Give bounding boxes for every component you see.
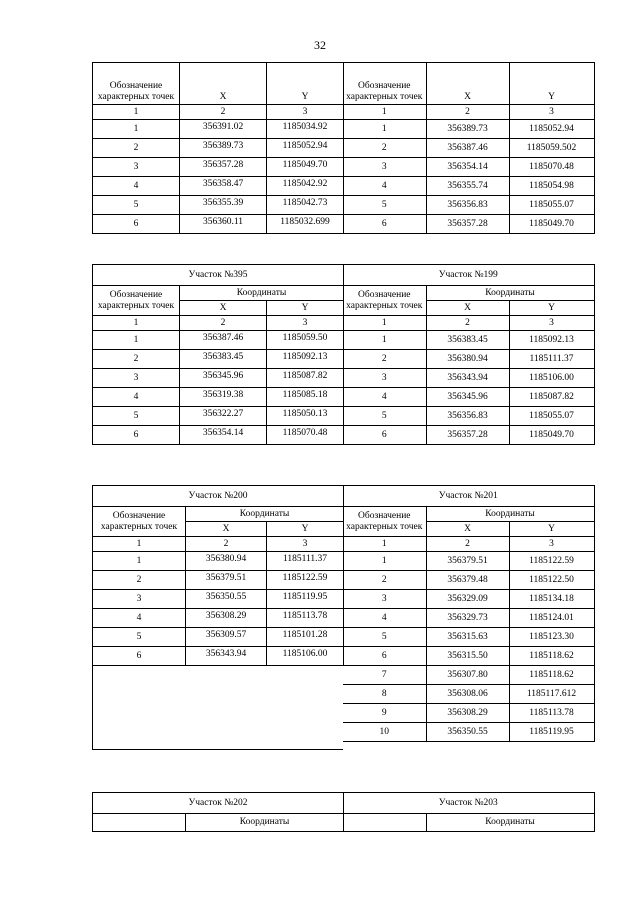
y-cell: 1185119.95 (509, 723, 594, 742)
x-cell: 356356.83 (426, 196, 509, 215)
table-row (93, 426, 344, 445)
point-header: Обозначение характерных точек (343, 507, 426, 537)
x-cell: 356322.27 (180, 407, 267, 426)
y-cell: 1185059.50 (267, 331, 344, 350)
point-id-cell: 1 (343, 120, 426, 139)
table-row (343, 120, 594, 139)
y-cell: 1185118.62 (509, 666, 594, 685)
point-id-cell: 9 (343, 704, 426, 723)
y-cell: 1185055.07 (509, 196, 594, 215)
x-cell: 356355.74 (426, 177, 509, 196)
table-row (93, 590, 344, 609)
y-cell: 1185042.92 (267, 177, 344, 196)
table-row (343, 723, 594, 742)
col-num: 2 (186, 537, 267, 552)
x-cell: 356350.55 (186, 590, 267, 609)
coords-header: Координаты (186, 507, 344, 522)
x-cell: 356350.55 (426, 723, 509, 742)
x-cell: 356345.96 (426, 388, 509, 407)
table-row (343, 388, 594, 407)
table-row (93, 571, 344, 590)
table-row (343, 177, 594, 196)
coords-header: Координаты (426, 814, 594, 832)
point-id-cell: 3 (343, 590, 426, 609)
x-cell: 356360.11 (180, 215, 267, 234)
table-row (343, 647, 594, 666)
table-row (93, 369, 344, 388)
x-cell: 356357.28 (180, 158, 267, 177)
plot-title: Участок №199 (343, 265, 594, 286)
y-cell: 1185050.13 (267, 407, 344, 426)
y-cell: 1185124.01 (509, 609, 594, 628)
col-num: 2 (426, 316, 509, 331)
x-cell: 356357.28 (426, 426, 509, 445)
x-cell: 356308.29 (186, 609, 267, 628)
table-row (343, 704, 594, 723)
col-num: 3 (509, 537, 594, 552)
plot-201-table (343, 485, 594, 750)
point-id-cell: 3 (93, 369, 180, 388)
y-cell: 1185042.73 (267, 196, 344, 215)
x-cell: 356355.39 (180, 196, 267, 215)
y-cell: 1185106.00 (267, 647, 344, 666)
table-row (93, 215, 344, 234)
x-cell: 356343.94 (186, 647, 267, 666)
y-cell: 1185092.13 (267, 350, 344, 369)
point-id-cell: 2 (93, 350, 180, 369)
point-id-cell: 5 (93, 407, 180, 426)
point-id-cell: 2 (343, 571, 426, 590)
table-row (93, 177, 344, 196)
table-row (343, 196, 594, 215)
x-cell: 356380.94 (426, 350, 509, 369)
y-cell: 1185085.18 (267, 388, 344, 407)
col-num: 2 (180, 316, 267, 331)
table-row (343, 628, 594, 647)
y-cell: 1185087.82 (267, 369, 344, 388)
plot-202-table (92, 792, 343, 832)
point-id-cell: 1 (343, 552, 426, 571)
col-num: 1 (343, 537, 426, 552)
x-cell: 356379.51 (186, 571, 267, 590)
table-row (343, 331, 594, 350)
y-cell: 1185119.95 (267, 590, 344, 609)
col-num: 2 (426, 537, 509, 552)
x-header: X (186, 522, 267, 537)
y-cell: 1185070.48 (509, 158, 594, 177)
x-header: X (180, 301, 267, 316)
table-row (93, 647, 344, 666)
point-id-cell: 8 (343, 685, 426, 704)
block1-left-table (92, 62, 343, 234)
table-row (343, 666, 594, 685)
y-cell: 1185111.37 (267, 552, 344, 571)
y-cell: 1185055.07 (509, 407, 594, 426)
col-num: 2 (180, 105, 267, 120)
point-id-cell: 4 (93, 609, 186, 628)
table-row (343, 426, 594, 445)
table-row (93, 196, 344, 215)
plot-title: Участок №200 (93, 486, 344, 507)
point-id-cell: 6 (343, 426, 426, 445)
y-cell: 1185034.92 (267, 120, 344, 139)
coords-block-4 (92, 792, 594, 832)
table-row (93, 552, 344, 571)
x-cell: 356389.73 (180, 139, 267, 158)
y-cell: 1185070.48 (267, 426, 344, 445)
col-num: 1 (93, 316, 180, 331)
x-cell: 356345.96 (180, 369, 267, 388)
col-num: 1 (343, 105, 426, 120)
y-cell: 1185106.00 (509, 369, 594, 388)
y-cell: 1185101.28 (267, 628, 344, 647)
page-number: 32 (314, 38, 326, 52)
plot-199-table (343, 264, 594, 445)
point-header-cell (93, 814, 186, 832)
table-row (93, 331, 344, 350)
x-cell: 356379.48 (426, 571, 509, 590)
y-cell: 1185059.502 (509, 139, 594, 158)
point-id-cell: 6 (93, 426, 180, 445)
x-cell: 356387.46 (180, 331, 267, 350)
coords-block-2 (92, 264, 594, 445)
point-id-cell: 3 (93, 158, 180, 177)
coords-header: Координаты (426, 286, 594, 301)
y-header: Y (509, 63, 594, 105)
y-header: Y (267, 522, 344, 537)
x-cell: 356354.14 (426, 158, 509, 177)
y-cell: 1185122.59 (509, 552, 594, 571)
point-id-cell: 2 (343, 139, 426, 158)
y-header: Y (509, 301, 594, 316)
table-row (93, 609, 344, 628)
block1-right-table (343, 62, 594, 234)
y-cell: 1185052.94 (267, 139, 344, 158)
table-row (343, 571, 594, 590)
plot-200-table (92, 485, 343, 750)
col-num: 3 (509, 316, 594, 331)
col-num: 2 (426, 105, 509, 120)
point-id-cell: 3 (343, 158, 426, 177)
point-id-cell: 2 (343, 350, 426, 369)
coords-header: Координаты (186, 814, 344, 832)
table-row (343, 609, 594, 628)
col-num: 3 (267, 316, 344, 331)
point-id-cell: 6 (343, 215, 426, 234)
y-header: Y (267, 301, 344, 316)
point-id-cell: 7 (343, 666, 426, 685)
table-row (93, 628, 344, 647)
x-header: X (426, 301, 509, 316)
point-id-cell: 4 (93, 388, 180, 407)
x-cell: 356383.45 (426, 331, 509, 350)
y-cell: 1185122.59 (267, 571, 344, 590)
table-row (343, 350, 594, 369)
x-cell: 356389.73 (426, 120, 509, 139)
x-cell: 356391.02 (180, 120, 267, 139)
point-id-cell: 5 (93, 628, 186, 647)
plot-title: Участок №201 (343, 486, 594, 507)
x-cell: 356358.47 (180, 177, 267, 196)
coords-header: Координаты (180, 286, 344, 301)
point-id-cell: 4 (93, 177, 180, 196)
col-num: 3 (509, 105, 594, 120)
plot-title: Участок №203 (343, 793, 594, 814)
point-header: Обозначение характерных точек (343, 63, 426, 105)
table-row (343, 407, 594, 426)
point-id-cell: 3 (343, 369, 426, 388)
table-row (93, 388, 344, 407)
y-cell: 1185054.98 (509, 177, 594, 196)
table-row (93, 407, 344, 426)
point-id-cell: 4 (343, 388, 426, 407)
table-row (343, 685, 594, 704)
y-cell: 1185117.612 (509, 685, 594, 704)
x-cell: 356307.80 (426, 666, 509, 685)
plot-395-table (92, 264, 343, 445)
point-id-cell: 1 (93, 331, 180, 350)
point-id-cell: 1 (93, 120, 180, 139)
y-header: Y (509, 522, 594, 537)
y-cell: 1185049.70 (267, 158, 344, 177)
plot-203-table (343, 792, 594, 832)
y-cell: 1185134.18 (509, 590, 594, 609)
table-row (93, 139, 344, 158)
x-cell: 356387.46 (426, 139, 509, 158)
y-cell: 1185032.699 (267, 215, 344, 234)
x-header: X (426, 63, 509, 105)
point-id-cell: 4 (343, 177, 426, 196)
col-num: 3 (267, 105, 344, 120)
table-row (343, 369, 594, 388)
x-cell: 356354.14 (180, 426, 267, 445)
x-cell: 356315.50 (426, 647, 509, 666)
coords-block-3 (92, 485, 594, 750)
x-cell: 356379.51 (426, 552, 509, 571)
x-cell: 356380.94 (186, 552, 267, 571)
col-num: 1 (93, 105, 180, 120)
x-cell: 356383.45 (180, 350, 267, 369)
y-cell: 1185123.30 (509, 628, 594, 647)
point-id-cell: 5 (343, 196, 426, 215)
coords-block-1 (92, 62, 594, 234)
plot-title: Участок №202 (93, 793, 344, 814)
table-row (343, 590, 594, 609)
y-cell: 1185113.78 (267, 609, 344, 628)
point-id-cell: 10 (343, 723, 426, 742)
point-id-cell: 2 (93, 139, 180, 158)
y-cell: 1185049.70 (509, 426, 594, 445)
y-cell: 1185049.70 (509, 215, 594, 234)
y-cell: 1185113.78 (509, 704, 594, 723)
x-cell: 356357.28 (426, 215, 509, 234)
point-id-cell: 5 (343, 407, 426, 426)
plot-title: Участок №395 (93, 265, 344, 286)
x-cell: 356308.29 (426, 704, 509, 723)
point-id-cell: 6 (343, 647, 426, 666)
point-id-cell: 3 (93, 590, 186, 609)
table-row (93, 350, 344, 369)
x-cell: 356343.94 (426, 369, 509, 388)
coords-header: Координаты (426, 507, 594, 522)
empty-area (92, 666, 343, 750)
point-id-cell: 5 (93, 196, 180, 215)
y-cell: 1185052.94 (509, 120, 594, 139)
point-header: Обозначение характерных точек (343, 286, 426, 316)
point-id-cell: 1 (93, 552, 186, 571)
point-header: Обозначение характерных точек (93, 507, 186, 537)
table-row (93, 120, 344, 139)
point-id-cell: 5 (343, 628, 426, 647)
table-row (343, 215, 594, 234)
y-cell: 1185122.50 (509, 571, 594, 590)
x-cell: 356319.38 (180, 388, 267, 407)
table-row (343, 139, 594, 158)
x-cell: 356329.73 (426, 609, 509, 628)
x-cell: 356308.06 (426, 685, 509, 704)
x-cell: 356315.63 (426, 628, 509, 647)
x-header: X (426, 522, 509, 537)
point-id-cell: 6 (93, 215, 180, 234)
x-cell: 356329.09 (426, 590, 509, 609)
point-header: Обозначение характерных точек (93, 63, 180, 105)
col-num: 1 (93, 537, 186, 552)
table-row (343, 158, 594, 177)
point-id-cell: 2 (93, 571, 186, 590)
x-cell: 356309.57 (186, 628, 267, 647)
y-header: Y (267, 63, 344, 105)
x-header: X (180, 63, 267, 105)
y-cell: 1185111.37 (509, 350, 594, 369)
y-cell: 1185092.13 (509, 331, 594, 350)
x-cell: 356356.83 (426, 407, 509, 426)
point-header-cell (343, 814, 426, 832)
table-row (93, 158, 344, 177)
point-header: Обозначение характерных точек (93, 286, 180, 316)
y-cell: 1185118.62 (509, 647, 594, 666)
point-id-cell: 4 (343, 609, 426, 628)
table-row (343, 552, 594, 571)
point-id-cell: 1 (343, 331, 426, 350)
col-num: 3 (267, 537, 344, 552)
point-id-cell: 6 (93, 647, 186, 666)
col-num: 1 (343, 316, 426, 331)
y-cell: 1185087.82 (509, 388, 594, 407)
